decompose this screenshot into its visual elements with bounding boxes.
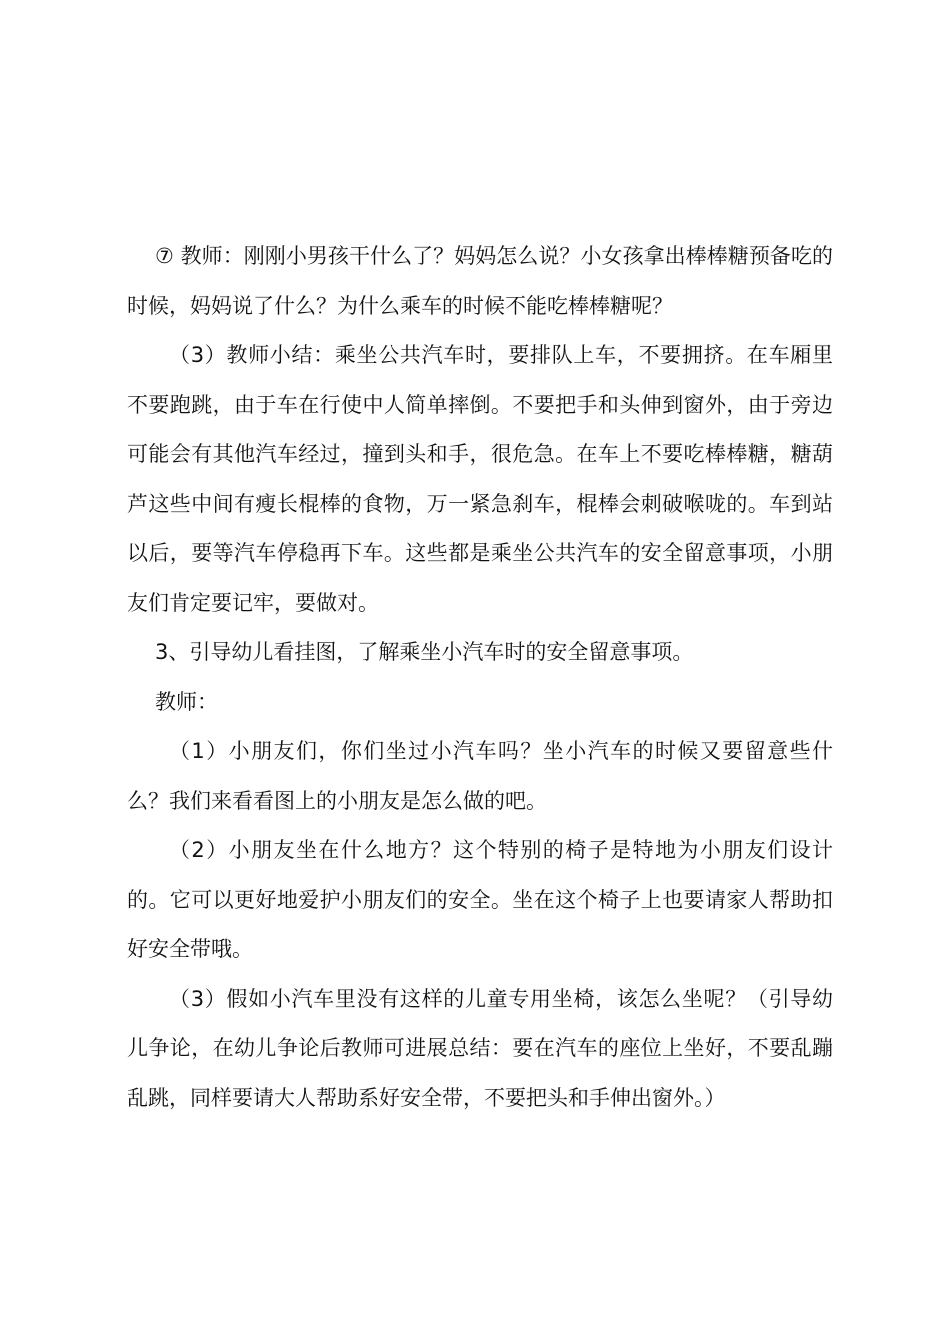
paragraph-question-2: （2）小朋友坐在什么地方？这个特别的椅子是特地为小朋友们设计的。它可以更好地爱护小朋友们的安全。坐在这个椅子上也要请家人帮助扣好安全带哦。 — [127, 838, 833, 961]
paragraph-teacher-label: 教师： — [155, 689, 218, 714]
document-page — [127, 232, 833, 1123]
paragraph-step-3: 3、引导幼儿看挂图，了解乘坐小汽车时的安全留意事项。 — [155, 640, 694, 664]
paragraph-question-3: （3）假如小汽车里没有这样的儿童专用坐椅，该怎么坐呢？（引导幼儿争论，在幼儿争论后教师可进展总结：要在汽车的座位上坐好，不要乱蹦乱跳，同样要请大人帮助系好安全带，不要把头和手伸出窗外。） — [127, 986, 833, 1110]
paragraph-teacher-question: ⑦ 教师：刚刚小男孩干什么了？妈妈怎么说？小女孩拿出棒棒糖预备吃的时候，妈妈说了什么？为什么乘车的时候不能吃棒棒糖呢？ — [127, 244, 833, 318]
paragraph-question-1: （1）小朋友们，你们坐过小汽车吗？坐小汽车的时候又要留意些什么？我们来看看图上的小朋友是怎么做的吧。 — [127, 739, 833, 813]
paragraph-teacher-summary: （3）教师小结：乘坐公共汽车时，要排队上车，不要拥挤。在车厢里不要跑跳，由于车在行使中人简单摔倒。不要把手和头伸到窗外，由于旁边可能会有其他汽车经过，撞到头和手，很危急。在车上不要吃棒棒糖，糖葫芦这些中间有瘦长棍棒的食物，万一紧急刹车，棍棒会刺破喉咙的。车到站以后，要等汽车停稳再下车。这些都是乘坐公共汽车的安全留意事项，小朋友们肯定要记牢，要做对。 — [127, 343, 833, 615]
